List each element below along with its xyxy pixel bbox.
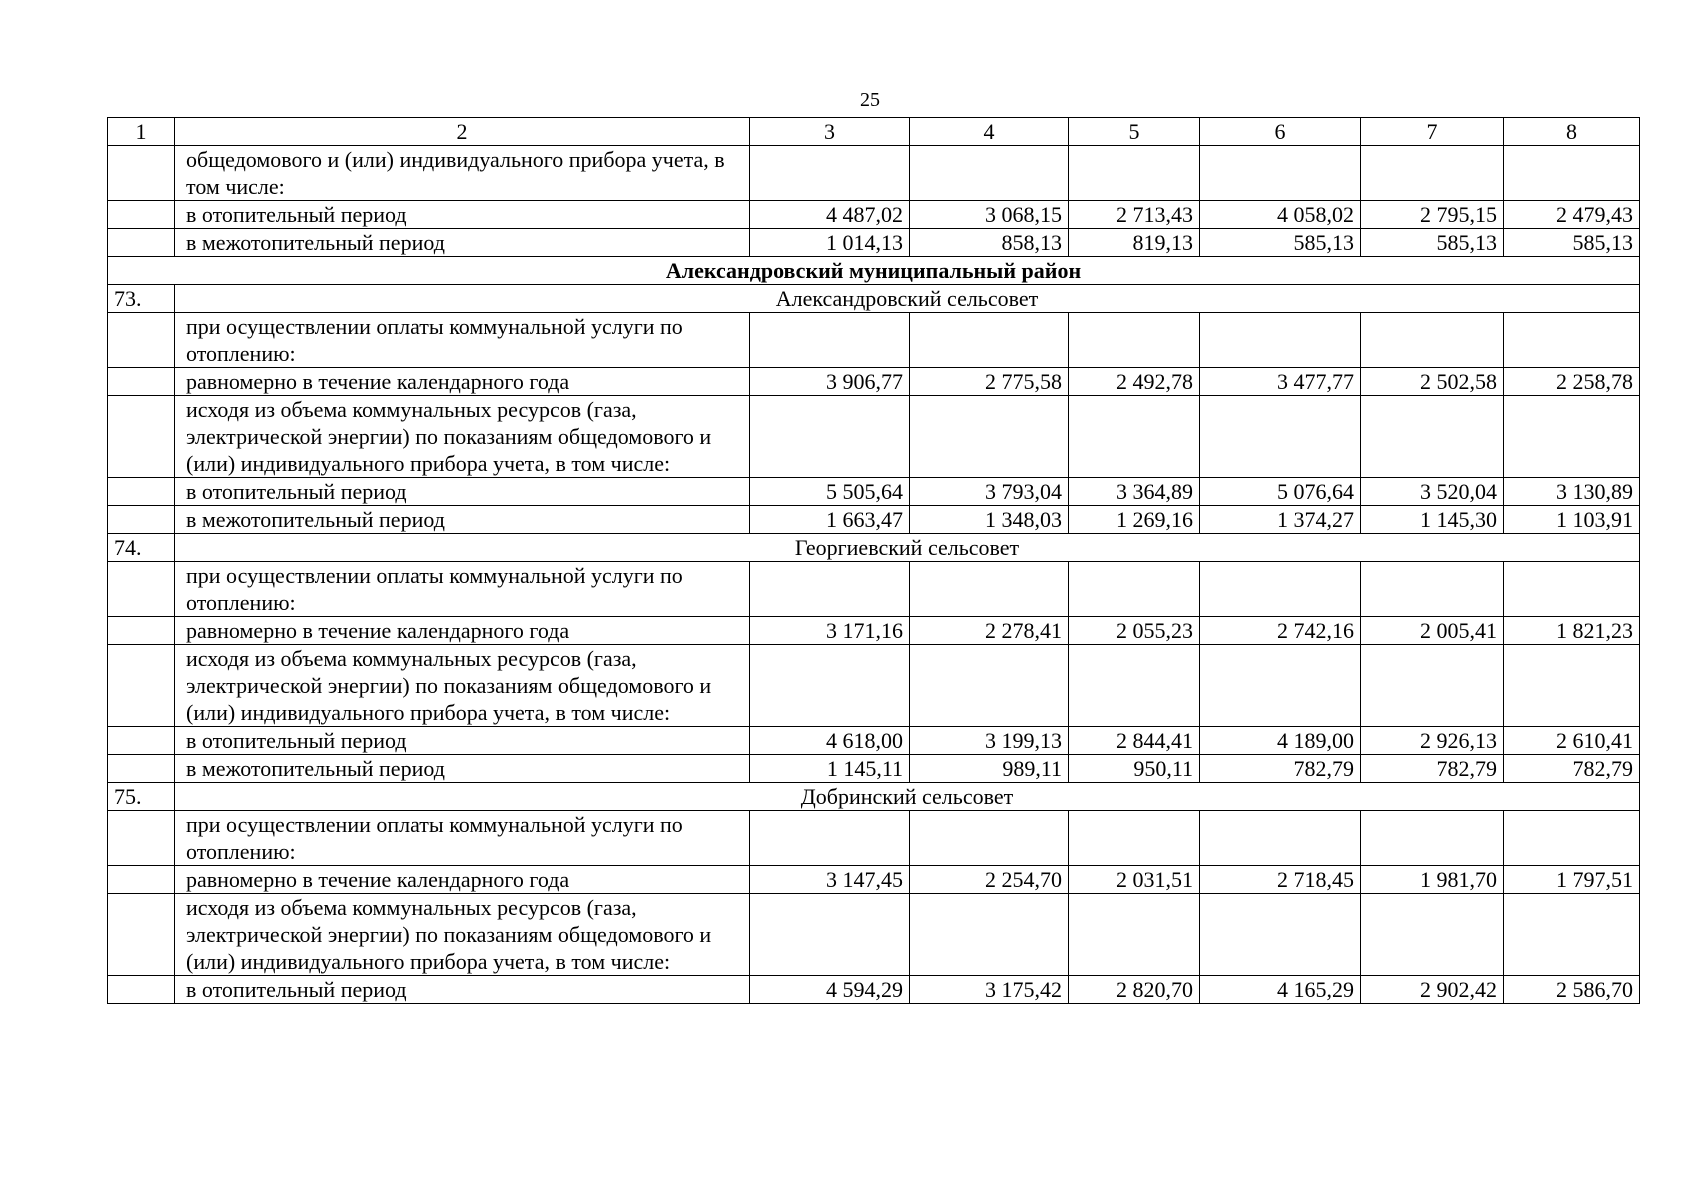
value-cell: 3 068,15 [910, 201, 1069, 229]
table-row [108, 894, 1640, 976]
value-cell [1504, 645, 1640, 727]
settlement-name: Добринский сельсовет [175, 783, 1640, 811]
value-cell [1069, 562, 1200, 617]
value-cell: 1 797,51 [1504, 866, 1640, 894]
value-cell: 2 055,23 [1069, 617, 1200, 645]
value-cell: 1 014,13 [750, 229, 910, 257]
column-number: 6 [1200, 118, 1361, 146]
value-cell: 1 374,27 [1200, 506, 1361, 534]
value-cell [1069, 645, 1200, 727]
value-cell [750, 811, 910, 866]
value-cell [1200, 811, 1361, 866]
value-cell [1069, 146, 1200, 201]
table-row [108, 866, 1640, 894]
row-description: исходя из объема коммунальных ресурсов (газа, электрической энергии) по показаниям общедомового и (или) индивидуального прибора учета, в том числе: [175, 894, 750, 976]
value-cell: 782,79 [1361, 755, 1504, 783]
index-cell [108, 617, 175, 645]
value-cell: 5 505,64 [750, 478, 910, 506]
value-cell [750, 894, 910, 976]
value-cell [1504, 562, 1640, 617]
table-row [108, 313, 1640, 368]
value-cell: 2 278,41 [910, 617, 1069, 645]
settlement-index: 74. [108, 534, 175, 562]
row-description: при осуществлении оплаты коммунальной услуги по отоплению: [175, 313, 750, 368]
value-cell: 3 364,89 [1069, 478, 1200, 506]
index-cell [108, 506, 175, 534]
table-row [108, 368, 1640, 396]
value-cell [1504, 396, 1640, 478]
value-cell: 3 477,77 [1200, 368, 1361, 396]
value-cell [910, 894, 1069, 976]
settlement-index: 75. [108, 783, 175, 811]
value-cell: 4 189,00 [1200, 727, 1361, 755]
value-cell: 819,13 [1069, 229, 1200, 257]
index-cell [108, 866, 175, 894]
value-cell: 1 348,03 [910, 506, 1069, 534]
value-cell: 2 492,78 [1069, 368, 1200, 396]
index-cell [108, 727, 175, 755]
value-cell: 2 479,43 [1504, 201, 1640, 229]
value-cell [910, 811, 1069, 866]
value-cell [910, 396, 1069, 478]
value-cell: 782,79 [1200, 755, 1361, 783]
index-cell [108, 396, 175, 478]
value-cell [1069, 894, 1200, 976]
value-cell [910, 562, 1069, 617]
index-cell [108, 313, 175, 368]
value-cell [1361, 313, 1504, 368]
value-cell [750, 562, 910, 617]
value-cell [1069, 313, 1200, 368]
value-cell [1504, 811, 1640, 866]
index-cell [108, 478, 175, 506]
value-cell: 1 145,11 [750, 755, 910, 783]
value-cell: 4 165,29 [1200, 976, 1361, 1004]
value-cell: 1 821,23 [1504, 617, 1640, 645]
value-cell: 5 076,64 [1200, 478, 1361, 506]
value-cell [1200, 313, 1361, 368]
value-cell: 585,13 [1361, 229, 1504, 257]
index-cell [108, 811, 175, 866]
value-cell [1069, 396, 1200, 478]
value-cell: 3 906,77 [750, 368, 910, 396]
value-cell [750, 645, 910, 727]
table-body [108, 118, 1640, 1004]
settlement-name: Александровский сельсовет [175, 285, 1640, 313]
index-cell [108, 645, 175, 727]
index-cell [108, 201, 175, 229]
table-row [108, 229, 1640, 257]
value-cell [750, 313, 910, 368]
value-cell: 2 820,70 [1069, 976, 1200, 1004]
column-number: 5 [1069, 118, 1200, 146]
value-cell [1200, 894, 1361, 976]
table-row [108, 755, 1640, 783]
column-number: 2 [175, 118, 750, 146]
value-cell: 782,79 [1504, 755, 1640, 783]
district-name: Александровский муниципальный район [108, 257, 1640, 285]
value-cell: 2 795,15 [1361, 201, 1504, 229]
value-cell: 1 145,30 [1361, 506, 1504, 534]
value-cell: 2 586,70 [1504, 976, 1640, 1004]
column-number: 7 [1361, 118, 1504, 146]
value-cell: 2 742,16 [1200, 617, 1361, 645]
value-cell: 1 663,47 [750, 506, 910, 534]
row-description: при осуществлении оплаты коммунальной услуги по отоплению: [175, 811, 750, 866]
value-cell [1361, 562, 1504, 617]
value-cell: 2 926,13 [1361, 727, 1504, 755]
value-cell: 2 713,43 [1069, 201, 1200, 229]
value-cell [910, 146, 1069, 201]
value-cell: 3 793,04 [910, 478, 1069, 506]
value-cell: 2 844,41 [1069, 727, 1200, 755]
row-description: в отопительный период [175, 727, 750, 755]
value-cell: 1 981,70 [1361, 866, 1504, 894]
value-cell [1361, 146, 1504, 201]
value-cell: 2 254,70 [910, 866, 1069, 894]
row-description: в межотопительный период [175, 506, 750, 534]
row-description: равномерно в течение календарного года [175, 617, 750, 645]
table-row [108, 562, 1640, 617]
table-row [108, 201, 1640, 229]
value-cell [1504, 313, 1640, 368]
value-cell [1504, 894, 1640, 976]
index-cell [108, 368, 175, 396]
tariff-table [107, 117, 1640, 1004]
value-cell [910, 645, 1069, 727]
settlement-row [108, 783, 1640, 811]
value-cell [1200, 396, 1361, 478]
value-cell: 2 718,45 [1200, 866, 1361, 894]
value-cell: 3 199,13 [910, 727, 1069, 755]
settlement-index: 73. [108, 285, 175, 313]
table-row [108, 617, 1640, 645]
table-row [108, 396, 1640, 478]
value-cell: 3 175,42 [910, 976, 1069, 1004]
table-row [108, 811, 1640, 866]
table-row [108, 727, 1640, 755]
value-cell [1200, 562, 1361, 617]
row-description: в отопительный период [175, 478, 750, 506]
value-cell [750, 146, 910, 201]
table-row [108, 146, 1640, 201]
value-cell: 3 147,45 [750, 866, 910, 894]
value-cell: 4 618,00 [750, 727, 910, 755]
value-cell: 950,11 [1069, 755, 1200, 783]
value-cell: 2 610,41 [1504, 727, 1640, 755]
index-cell [108, 976, 175, 1004]
index-cell [108, 894, 175, 976]
row-description: в межотопительный период [175, 229, 750, 257]
settlement-name: Георгиевский сельсовет [175, 534, 1640, 562]
settlement-row [108, 534, 1640, 562]
row-description: равномерно в течение календарного года [175, 866, 750, 894]
row-description: равномерно в течение календарного года [175, 368, 750, 396]
value-cell [1200, 645, 1361, 727]
value-cell: 2 902,42 [1361, 976, 1504, 1004]
row-description: в межотопительный период [175, 755, 750, 783]
column-number: 3 [750, 118, 910, 146]
column-number: 4 [910, 118, 1069, 146]
value-cell: 3 520,04 [1361, 478, 1504, 506]
row-description: исходя из объема коммунальных ресурсов (газа, электрической энергии) по показаниям общедомового и (или) индивидуального прибора учета, в том числе: [175, 645, 750, 727]
value-cell: 989,11 [910, 755, 1069, 783]
value-cell [910, 313, 1069, 368]
row-description: исходя из объема коммунальных ресурсов (газа, электрической энергии) по показаниям общедомового и (или) индивидуального прибора учета, в том числе: [175, 396, 750, 478]
index-cell [108, 229, 175, 257]
column-number: 8 [1504, 118, 1640, 146]
value-cell: 1 103,91 [1504, 506, 1640, 534]
value-cell: 2 502,58 [1361, 368, 1504, 396]
value-cell: 4 594,29 [750, 976, 910, 1004]
column-number: 1 [108, 118, 175, 146]
value-cell: 4 487,02 [750, 201, 910, 229]
page-number: 25 [860, 89, 880, 111]
row-description: в отопительный период [175, 976, 750, 1004]
row-description: общедомового и (или) индивидуального прибора учета, в том числе: [175, 146, 750, 201]
value-cell: 2 005,41 [1361, 617, 1504, 645]
value-cell [1069, 811, 1200, 866]
district-row [108, 257, 1640, 285]
value-cell: 2 031,51 [1069, 866, 1200, 894]
row-description: при осуществлении оплаты коммунальной услуги по отоплению: [175, 562, 750, 617]
value-cell: 4 058,02 [1200, 201, 1361, 229]
value-cell [1361, 645, 1504, 727]
index-cell [108, 562, 175, 617]
column-number-row [108, 118, 1640, 146]
value-cell: 2 775,58 [910, 368, 1069, 396]
settlement-row [108, 285, 1640, 313]
value-cell: 585,13 [1200, 229, 1361, 257]
row-description: в отопительный период [175, 201, 750, 229]
table-row [108, 976, 1640, 1004]
table-row [108, 478, 1640, 506]
table-row [108, 506, 1640, 534]
value-cell: 3 171,16 [750, 617, 910, 645]
value-cell: 1 269,16 [1069, 506, 1200, 534]
index-cell [108, 146, 175, 201]
value-cell: 858,13 [910, 229, 1069, 257]
value-cell [750, 396, 910, 478]
value-cell: 2 258,78 [1504, 368, 1640, 396]
value-cell: 3 130,89 [1504, 478, 1640, 506]
table-row [108, 645, 1640, 727]
value-cell [1200, 146, 1361, 201]
value-cell: 585,13 [1504, 229, 1640, 257]
index-cell [108, 755, 175, 783]
value-cell [1361, 396, 1504, 478]
value-cell [1361, 894, 1504, 976]
value-cell [1361, 811, 1504, 866]
value-cell [1504, 146, 1640, 201]
